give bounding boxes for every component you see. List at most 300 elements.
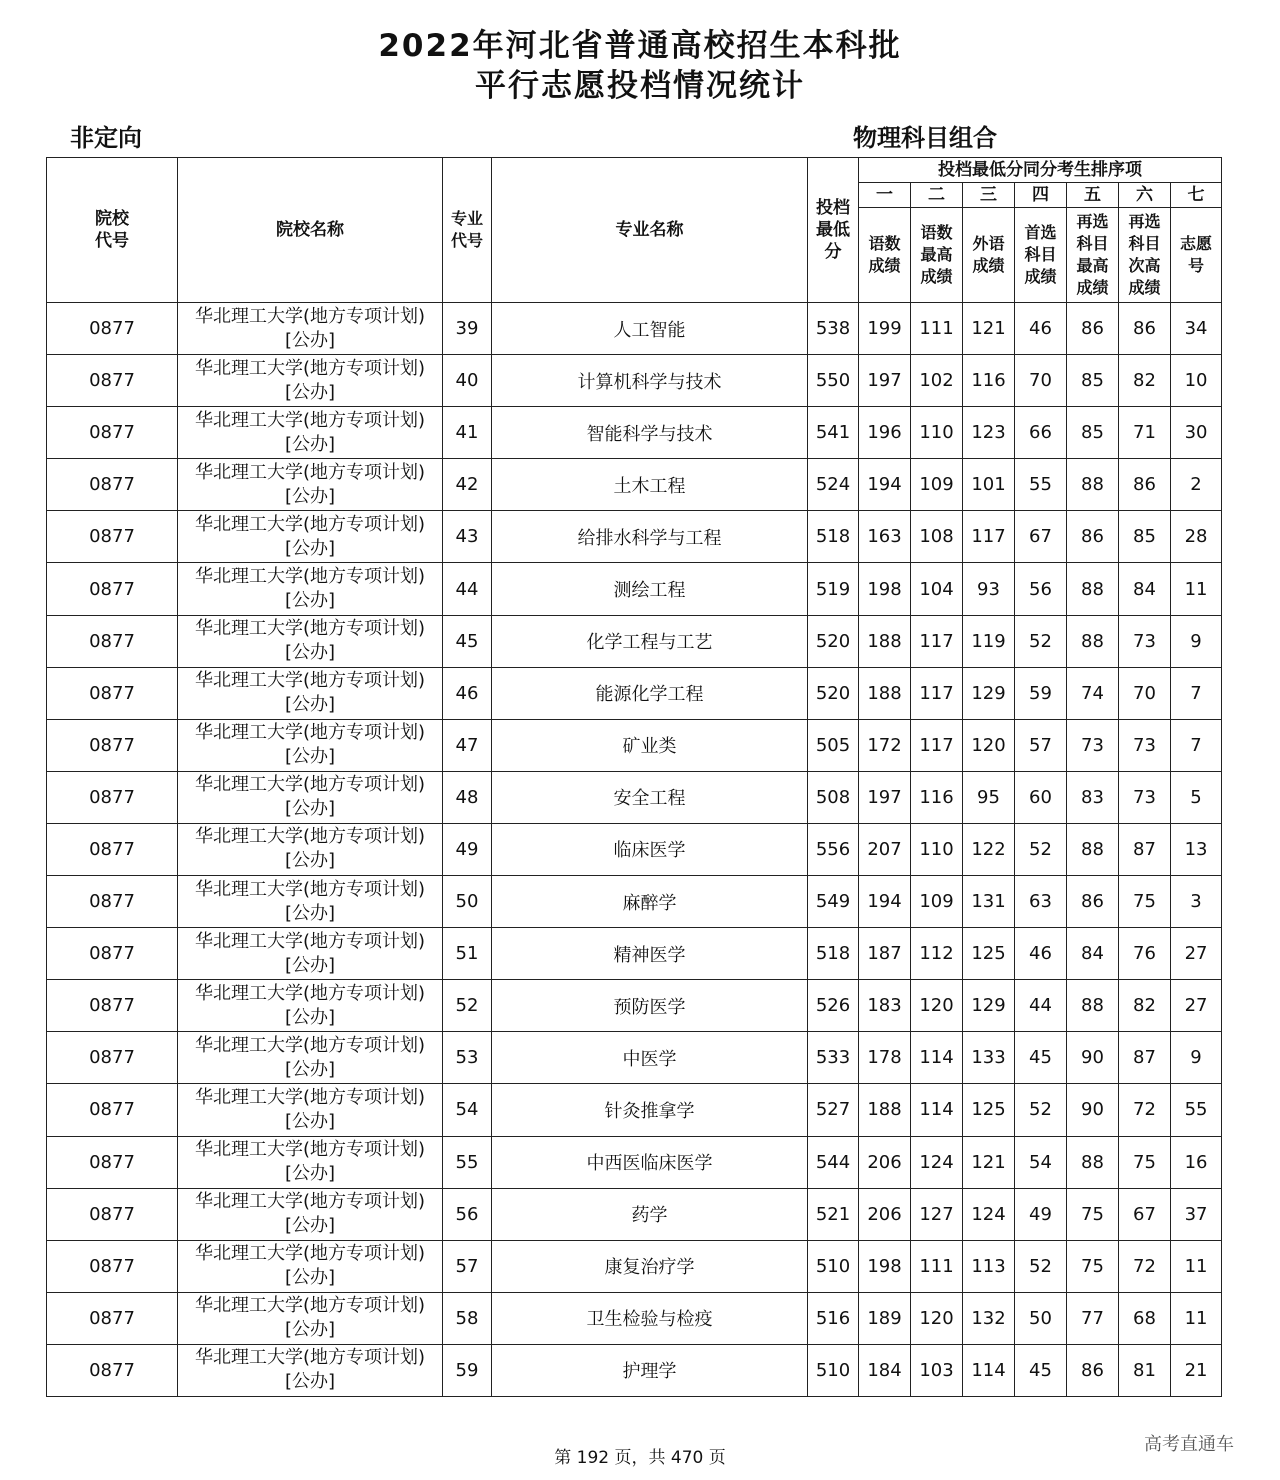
chinese-math-cell: 188 [859,667,911,719]
reselect-second-cell: 68 [1119,1292,1171,1344]
first-subject-cell: 50 [1015,1292,1067,1344]
chinese-math-max-cell: 102 [911,355,963,407]
school-name-cell: 华北理工大学(地方专项计划)[公办] [178,459,443,511]
reselect-max-cell: 86 [1067,1344,1119,1396]
major-name-cell: 康复治疗学 [492,1240,808,1292]
reselect-second-cell: 67 [1119,1188,1171,1240]
preference-no-cell: 55 [1171,1084,1222,1136]
header-sub-1: 语数成绩 [859,208,911,303]
major-name-cell: 麻醉学 [492,876,808,928]
major-name-cell: 针灸推拿学 [492,1084,808,1136]
foreign-lang-cell: 93 [963,563,1015,615]
preference-no-cell: 11 [1171,563,1222,615]
reselect-second-cell: 86 [1119,303,1171,355]
chinese-math-cell: 188 [859,615,911,667]
major-code-cell: 56 [443,1188,492,1240]
chinese-math-cell: 196 [859,407,911,459]
header-order-6: 六 [1119,183,1171,208]
school-name-cell: 华北理工大学(地方专项计划)[公办] [178,1240,443,1292]
header-tiebreak-group: 投档最低分同分考生排序项 [859,158,1222,183]
major-name-cell: 计算机科学与技术 [492,355,808,407]
first-subject-cell: 45 [1015,1032,1067,1084]
foreign-lang-cell: 122 [963,823,1015,875]
school-name-cell: 华北理工大学(地方专项计划)[公办] [178,719,443,771]
reselect-second-cell: 84 [1119,563,1171,615]
preference-no-cell: 27 [1171,928,1222,980]
preference-no-cell: 27 [1171,980,1222,1032]
table-row [47,407,1222,459]
header-order-7: 七 [1171,183,1222,208]
reselect-max-cell: 85 [1067,407,1119,459]
chinese-math-max-cell: 127 [911,1188,963,1240]
major-name-cell: 中西医临床医学 [492,1136,808,1188]
reselect-max-cell: 84 [1067,928,1119,980]
chinese-math-max-cell: 114 [911,1032,963,1084]
school-code-cell: 0877 [47,667,178,719]
first-subject-cell: 57 [1015,719,1067,771]
first-subject-cell: 54 [1015,1136,1067,1188]
foreign-lang-cell: 123 [963,407,1015,459]
chinese-math-cell: 207 [859,823,911,875]
page-footer: 第 192 页，共 470 页 [554,1448,726,1468]
reselect-max-cell: 88 [1067,980,1119,1032]
major-code-cell: 55 [443,1136,492,1188]
school-code-cell: 0877 [47,980,178,1032]
major-name-cell: 智能科学与技术 [492,407,808,459]
chinese-math-cell: 183 [859,980,911,1032]
header-sub-4: 首选科目成绩 [1015,208,1067,303]
min-score-cell: 521 [808,1188,859,1240]
table-row [47,1240,1222,1292]
school-name-cell: 华北理工大学(地方专项计划)[公办] [178,823,443,875]
foreign-lang-cell: 119 [963,615,1015,667]
preference-no-cell: 28 [1171,511,1222,563]
reselect-max-cell: 88 [1067,459,1119,511]
foreign-lang-cell: 113 [963,1240,1015,1292]
foreign-lang-cell: 125 [963,928,1015,980]
reselect-max-cell: 75 [1067,1240,1119,1292]
school-name-cell: 华北理工大学(地方专项计划)[公办] [178,615,443,667]
preference-no-cell: 9 [1171,1032,1222,1084]
table-row [47,511,1222,563]
school-code-cell: 0877 [47,928,178,980]
school-name-cell: 华北理工大学(地方专项计划)[公办] [178,407,443,459]
reselect-second-cell: 71 [1119,407,1171,459]
first-subject-cell: 45 [1015,1344,1067,1396]
foreign-lang-cell: 116 [963,355,1015,407]
watermark: 高考直通车 [1144,1434,1234,1455]
major-code-cell: 52 [443,980,492,1032]
major-name-cell: 精神医学 [492,928,808,980]
table-row [47,1292,1222,1344]
reselect-second-cell: 85 [1119,511,1171,563]
preference-no-cell: 10 [1171,355,1222,407]
school-code-cell: 0877 [47,876,178,928]
header-order-3: 三 [963,183,1015,208]
first-subject-cell: 60 [1015,771,1067,823]
foreign-lang-cell: 114 [963,1344,1015,1396]
foreign-lang-cell: 129 [963,667,1015,719]
first-subject-cell: 52 [1015,1240,1067,1292]
reselect-max-cell: 88 [1067,563,1119,615]
preference-no-cell: 3 [1171,876,1222,928]
preference-no-cell: 30 [1171,407,1222,459]
header-order-2: 二 [911,183,963,208]
major-name-cell: 护理学 [492,1344,808,1396]
header-order-5: 五 [1067,183,1119,208]
foreign-lang-cell: 133 [963,1032,1015,1084]
min-score-cell: 527 [808,1084,859,1136]
reselect-second-cell: 73 [1119,615,1171,667]
first-subject-cell: 66 [1015,407,1067,459]
foreign-lang-cell: 101 [963,459,1015,511]
foreign-lang-cell: 121 [963,303,1015,355]
major-code-cell: 44 [443,563,492,615]
chinese-math-cell: 184 [859,1344,911,1396]
major-name-cell: 人工智能 [492,303,808,355]
first-subject-cell: 52 [1015,615,1067,667]
chinese-math-cell: 199 [859,303,911,355]
school-name-cell: 华北理工大学(地方专项计划)[公办] [178,1136,443,1188]
reselect-max-cell: 86 [1067,876,1119,928]
min-score-cell: 516 [808,1292,859,1344]
reselect-max-cell: 75 [1067,1188,1119,1240]
major-code-cell: 54 [443,1084,492,1136]
min-score-cell: 541 [808,407,859,459]
major-code-cell: 48 [443,771,492,823]
reselect-max-cell: 90 [1067,1032,1119,1084]
major-code-cell: 39 [443,303,492,355]
min-score-cell: 556 [808,823,859,875]
school-code-cell: 0877 [47,823,178,875]
min-score-cell: 505 [808,719,859,771]
chinese-math-max-cell: 104 [911,563,963,615]
major-code-cell: 47 [443,719,492,771]
school-code-cell: 0877 [47,1292,178,1344]
category-label-left: 非定向 [70,124,142,152]
major-name-cell: 土木工程 [492,459,808,511]
reselect-max-cell: 90 [1067,1084,1119,1136]
chinese-math-cell: 206 [859,1136,911,1188]
school-code-cell: 0877 [47,407,178,459]
header-school-code: 院校代号 [47,158,178,303]
header-sub-3: 外语成绩 [963,208,1015,303]
min-score-cell: 549 [808,876,859,928]
table-row [47,980,1222,1032]
school-name-cell: 华北理工大学(地方专项计划)[公办] [178,928,443,980]
major-code-cell: 53 [443,1032,492,1084]
first-subject-cell: 70 [1015,355,1067,407]
table-row [47,876,1222,928]
chinese-math-cell: 198 [859,1240,911,1292]
reselect-second-cell: 75 [1119,876,1171,928]
chinese-math-cell: 194 [859,876,911,928]
header-sub-7: 志愿号 [1171,208,1222,303]
major-name-cell: 药学 [492,1188,808,1240]
table-row [47,1344,1222,1396]
chinese-math-max-cell: 110 [911,823,963,875]
major-code-cell: 40 [443,355,492,407]
table-header [47,158,1222,303]
chinese-math-max-cell: 117 [911,667,963,719]
chinese-math-cell: 163 [859,511,911,563]
first-subject-cell: 55 [1015,459,1067,511]
preference-no-cell: 5 [1171,771,1222,823]
reselect-max-cell: 77 [1067,1292,1119,1344]
foreign-lang-cell: 129 [963,980,1015,1032]
foreign-lang-cell: 131 [963,876,1015,928]
min-score-cell: 518 [808,511,859,563]
major-name-cell: 能源化学工程 [492,667,808,719]
chinese-math-max-cell: 124 [911,1136,963,1188]
reselect-second-cell: 75 [1119,1136,1171,1188]
first-subject-cell: 56 [1015,563,1067,615]
major-name-cell: 测绘工程 [492,563,808,615]
table-row [47,771,1222,823]
chinese-math-cell: 198 [859,563,911,615]
first-subject-cell: 44 [1015,980,1067,1032]
min-score-cell: 510 [808,1240,859,1292]
table-row [47,1084,1222,1136]
header-order-1: 一 [859,183,911,208]
major-name-cell: 安全工程 [492,771,808,823]
reselect-max-cell: 73 [1067,719,1119,771]
table-row [47,1032,1222,1084]
school-name-cell: 华北理工大学(地方专项计划)[公办] [178,1344,443,1396]
min-score-cell: 518 [808,928,859,980]
school-name-cell: 华北理工大学(地方专项计划)[公办] [178,667,443,719]
major-code-cell: 51 [443,928,492,980]
min-score-cell: 520 [808,667,859,719]
foreign-lang-cell: 120 [963,719,1015,771]
reselect-second-cell: 73 [1119,719,1171,771]
chinese-math-max-cell: 120 [911,1292,963,1344]
table-row [47,615,1222,667]
foreign-lang-cell: 124 [963,1188,1015,1240]
chinese-math-max-cell: 116 [911,771,963,823]
header-major-code: 专业代号 [443,158,492,303]
chinese-math-cell: 197 [859,771,911,823]
first-subject-cell: 46 [1015,303,1067,355]
school-name-cell: 华北理工大学(地方专项计划)[公办] [178,563,443,615]
min-score-cell: 550 [808,355,859,407]
header-school-name: 院校名称 [178,158,443,303]
reselect-second-cell: 73 [1119,771,1171,823]
min-score-cell: 524 [808,459,859,511]
major-name-cell: 给排水科学与工程 [492,511,808,563]
reselect-second-cell: 86 [1119,459,1171,511]
major-code-cell: 59 [443,1344,492,1396]
chinese-math-max-cell: 112 [911,928,963,980]
major-name-cell: 预防医学 [492,980,808,1032]
foreign-lang-cell: 132 [963,1292,1015,1344]
table-row [47,928,1222,980]
chinese-math-max-cell: 110 [911,407,963,459]
chinese-math-cell: 172 [859,719,911,771]
school-code-cell: 0877 [47,563,178,615]
reselect-second-cell: 82 [1119,355,1171,407]
school-code-cell: 0877 [47,459,178,511]
preference-no-cell: 16 [1171,1136,1222,1188]
table-row [47,1188,1222,1240]
min-score-cell: 538 [808,303,859,355]
chinese-math-cell: 194 [859,459,911,511]
chinese-math-cell: 197 [859,355,911,407]
chinese-math-cell: 206 [859,1188,911,1240]
major-name-cell: 矿业类 [492,719,808,771]
header-sub-2: 语数最高成绩 [911,208,963,303]
first-subject-cell: 67 [1015,511,1067,563]
school-code-cell: 0877 [47,615,178,667]
min-score-cell: 510 [808,1344,859,1396]
school-name-cell: 华北理工大学(地方专项计划)[公办] [178,1292,443,1344]
foreign-lang-cell: 121 [963,1136,1015,1188]
school-code-cell: 0877 [47,303,178,355]
table-row [47,719,1222,771]
school-name-cell: 华北理工大学(地方专项计划)[公办] [178,1084,443,1136]
first-subject-cell: 63 [1015,876,1067,928]
school-code-cell: 0877 [47,771,178,823]
school-name-cell: 华北理工大学(地方专项计划)[公办] [178,771,443,823]
reselect-max-cell: 83 [1067,771,1119,823]
foreign-lang-cell: 117 [963,511,1015,563]
reselect-second-cell: 87 [1119,1032,1171,1084]
first-subject-cell: 46 [1015,928,1067,980]
reselect-max-cell: 88 [1067,1136,1119,1188]
major-code-cell: 58 [443,1292,492,1344]
school-code-cell: 0877 [47,355,178,407]
major-code-cell: 41 [443,407,492,459]
category-label-right: 物理科目组合 [853,124,997,152]
chinese-math-cell: 188 [859,1084,911,1136]
first-subject-cell: 52 [1015,1084,1067,1136]
chinese-math-max-cell: 114 [911,1084,963,1136]
major-code-cell: 50 [443,876,492,928]
major-code-cell: 42 [443,459,492,511]
major-name-cell: 中医学 [492,1032,808,1084]
major-code-cell: 49 [443,823,492,875]
school-code-cell: 0877 [47,1344,178,1396]
table-row [47,667,1222,719]
school-code-cell: 0877 [47,1188,178,1240]
table-row [47,459,1222,511]
reselect-second-cell: 72 [1119,1084,1171,1136]
school-code-cell: 0877 [47,1084,178,1136]
table-body [47,303,1222,1397]
major-name-cell: 临床医学 [492,823,808,875]
school-name-cell: 华北理工大学(地方专项计划)[公办] [178,355,443,407]
reselect-max-cell: 86 [1067,303,1119,355]
header-min-score: 投档最低分 [808,158,859,303]
reselect-max-cell: 86 [1067,511,1119,563]
reselect-max-cell: 85 [1067,355,1119,407]
preference-no-cell: 13 [1171,823,1222,875]
school-name-cell: 华北理工大学(地方专项计划)[公办] [178,980,443,1032]
min-score-cell: 520 [808,615,859,667]
first-subject-cell: 49 [1015,1188,1067,1240]
foreign-lang-cell: 95 [963,771,1015,823]
chinese-math-max-cell: 120 [911,980,963,1032]
table-row [47,303,1222,355]
table-row [47,823,1222,875]
chinese-math-max-cell: 109 [911,459,963,511]
major-code-cell: 46 [443,667,492,719]
preference-no-cell: 37 [1171,1188,1222,1240]
reselect-second-cell: 87 [1119,823,1171,875]
school-code-cell: 0877 [47,1136,178,1188]
reselect-second-cell: 76 [1119,928,1171,980]
reselect-second-cell: 72 [1119,1240,1171,1292]
admission-table [46,157,1222,1397]
first-subject-cell: 52 [1015,823,1067,875]
preference-no-cell: 34 [1171,303,1222,355]
major-code-cell: 45 [443,615,492,667]
chinese-math-cell: 189 [859,1292,911,1344]
reselect-second-cell: 70 [1119,667,1171,719]
chinese-math-max-cell: 117 [911,615,963,667]
table-row [47,355,1222,407]
table-row [47,1136,1222,1188]
chinese-math-max-cell: 111 [911,303,963,355]
school-code-cell: 0877 [47,719,178,771]
table-row [47,563,1222,615]
preference-no-cell: 11 [1171,1240,1222,1292]
header-sub-5: 再选科目最高成绩 [1067,208,1119,303]
page-title: 2022年河北省普通高校招生本科批 [378,28,902,64]
page-subtitle: 平行志愿投档情况统计 [475,68,805,104]
school-code-cell: 0877 [47,1032,178,1084]
chinese-math-max-cell: 111 [911,1240,963,1292]
preference-no-cell: 11 [1171,1292,1222,1344]
preference-no-cell: 21 [1171,1344,1222,1396]
major-code-cell: 57 [443,1240,492,1292]
school-code-cell: 0877 [47,1240,178,1292]
reselect-max-cell: 74 [1067,667,1119,719]
preference-no-cell: 7 [1171,719,1222,771]
reselect-max-cell: 88 [1067,615,1119,667]
foreign-lang-cell: 125 [963,1084,1015,1136]
reselect-second-cell: 81 [1119,1344,1171,1396]
preference-no-cell: 2 [1171,459,1222,511]
chinese-math-cell: 178 [859,1032,911,1084]
preference-no-cell: 9 [1171,615,1222,667]
header-major-name: 专业名称 [492,158,808,303]
major-name-cell: 化学工程与工艺 [492,615,808,667]
chinese-math-max-cell: 117 [911,719,963,771]
major-name-cell: 卫生检验与检疫 [492,1292,808,1344]
chinese-math-max-cell: 103 [911,1344,963,1396]
school-name-cell: 华北理工大学(地方专项计划)[公办] [178,1032,443,1084]
header-order-4: 四 [1015,183,1067,208]
preference-no-cell: 7 [1171,667,1222,719]
chinese-math-max-cell: 108 [911,511,963,563]
chinese-math-cell: 187 [859,928,911,980]
school-code-cell: 0877 [47,511,178,563]
min-score-cell: 519 [808,563,859,615]
min-score-cell: 533 [808,1032,859,1084]
reselect-max-cell: 88 [1067,823,1119,875]
min-score-cell: 508 [808,771,859,823]
min-score-cell: 544 [808,1136,859,1188]
school-name-cell: 华北理工大学(地方专项计划)[公办] [178,1188,443,1240]
school-name-cell: 华北理工大学(地方专项计划)[公办] [178,303,443,355]
major-code-cell: 43 [443,511,492,563]
reselect-second-cell: 82 [1119,980,1171,1032]
header-sub-6: 再选科目次高成绩 [1119,208,1171,303]
chinese-math-max-cell: 109 [911,876,963,928]
school-name-cell: 华北理工大学(地方专项计划)[公办] [178,511,443,563]
min-score-cell: 526 [808,980,859,1032]
